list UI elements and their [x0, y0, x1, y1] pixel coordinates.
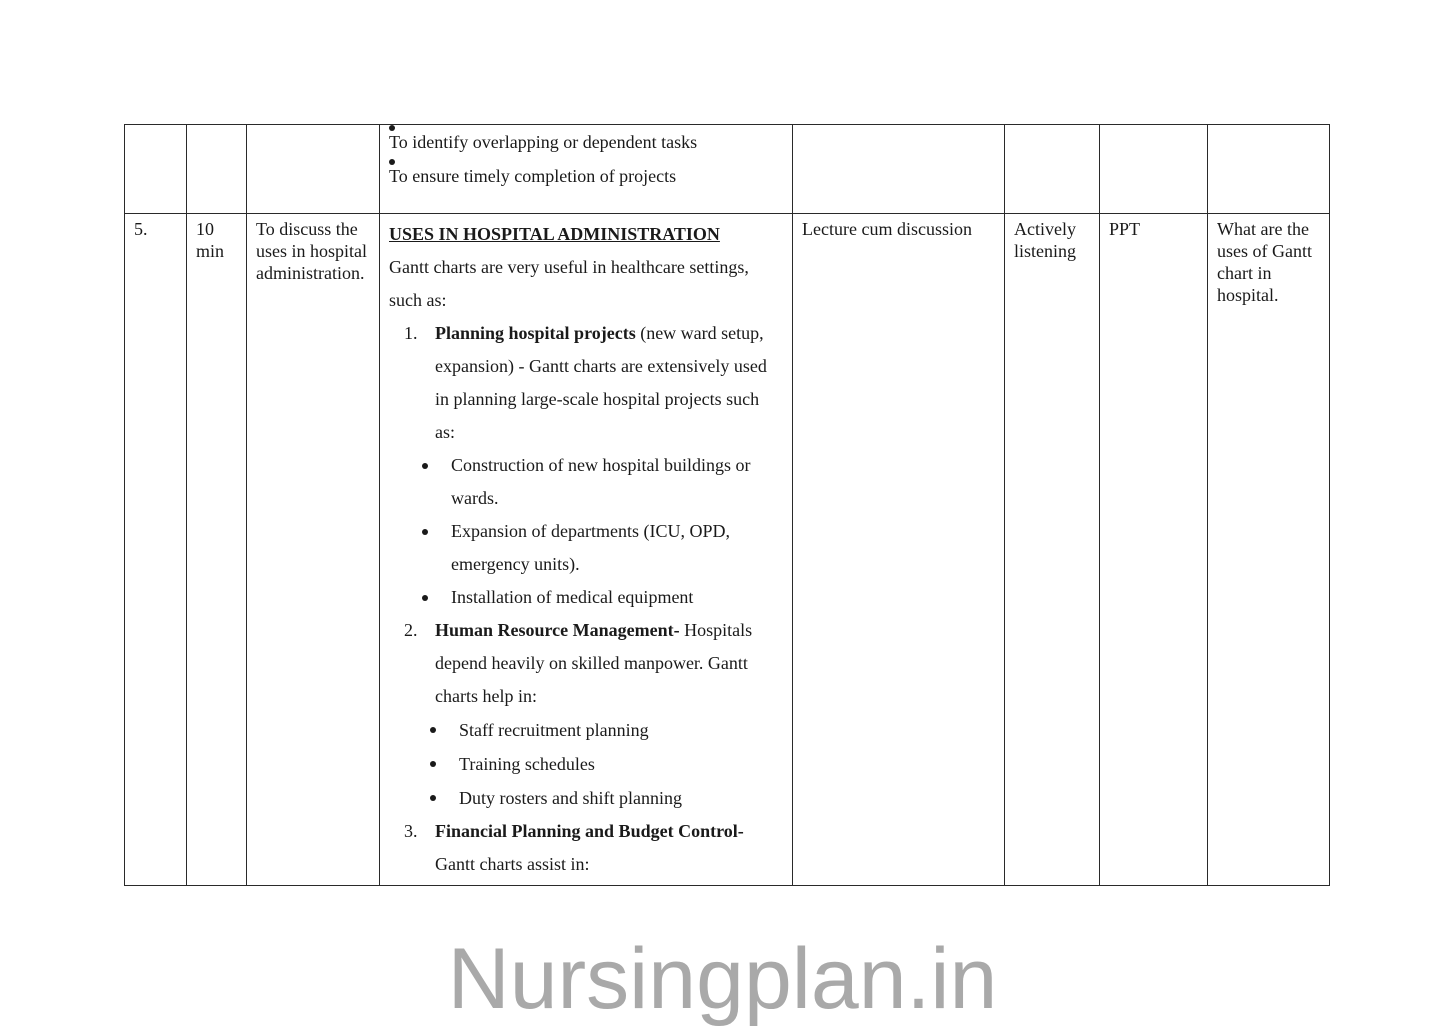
content-cell: [380, 214, 793, 886]
bullet-list: [389, 125, 783, 193]
evaluation-cell: What are the uses of Gantt chart in hospital.: [1208, 214, 1330, 886]
list-item: Staff recruitment planning: [389, 713, 783, 747]
item-title: Human Resource Management-: [435, 620, 680, 640]
bullet-list: [389, 449, 783, 614]
list-item: Expansion of departments (ICU, OPD, emergency units).: [389, 515, 783, 581]
method-cell: Lecture cum discussion: [793, 214, 1005, 886]
activity-cell: Actively listening: [1005, 214, 1100, 886]
intro-text: Gantt charts are very useful in healthcare settings, such as:: [389, 257, 749, 310]
list-item: To identify overlapping or dependent tasks: [389, 125, 783, 159]
list-item: Duty rosters and shift planning: [389, 781, 783, 815]
numbered-item: [389, 815, 783, 881]
numbered-item: [389, 317, 783, 449]
section-heading: USES IN HOSPITAL ADMINISTRATION: [389, 224, 720, 244]
time-cell: 10 min: [187, 214, 247, 886]
sno-cell: 5.: [125, 214, 187, 886]
list-item: Training schedules: [389, 747, 783, 781]
lesson-plan-table: [124, 124, 1330, 886]
sno-cell: [125, 125, 187, 214]
activity-cell: [1005, 125, 1100, 214]
objective-cell: [247, 125, 380, 214]
item-text: Hospitals depend heavily on skilled manpower. Gantt charts help in:: [435, 620, 753, 706]
evaluation-cell: [1208, 125, 1330, 214]
item-number: 2.: [404, 620, 418, 640]
objective-cell: To discuss the uses in hospital administration.: [247, 214, 380, 886]
content-cell: [380, 125, 793, 214]
av-aids-cell: PPT: [1100, 214, 1208, 886]
bullet-list: [389, 713, 783, 815]
numbered-item: [389, 614, 783, 713]
item-text: (new ward setup, expansion) - Gantt charts are extensively used in planning large-scale hospital projects such as:: [435, 323, 767, 442]
item-title: Financial Planning and Budget Control-: [435, 821, 744, 841]
av-aids-cell: [1100, 125, 1208, 214]
list-item: Construction of new hospital buildings or wards.: [389, 449, 783, 515]
watermark-text: Nursingplan.in: [447, 931, 998, 1027]
list-item: To ensure timely completion of projects: [389, 159, 783, 193]
method-cell: [793, 125, 1005, 214]
item-text: Gantt charts assist in:: [435, 854, 590, 874]
table-row: [125, 214, 1330, 886]
table-row: [125, 125, 1330, 214]
list-item: Installation of medical equipment: [389, 581, 783, 614]
item-number: 3.: [404, 821, 418, 841]
item-number: 1.: [404, 323, 418, 343]
time-cell: [187, 125, 247, 214]
item-title: Planning hospital projects: [435, 323, 636, 343]
